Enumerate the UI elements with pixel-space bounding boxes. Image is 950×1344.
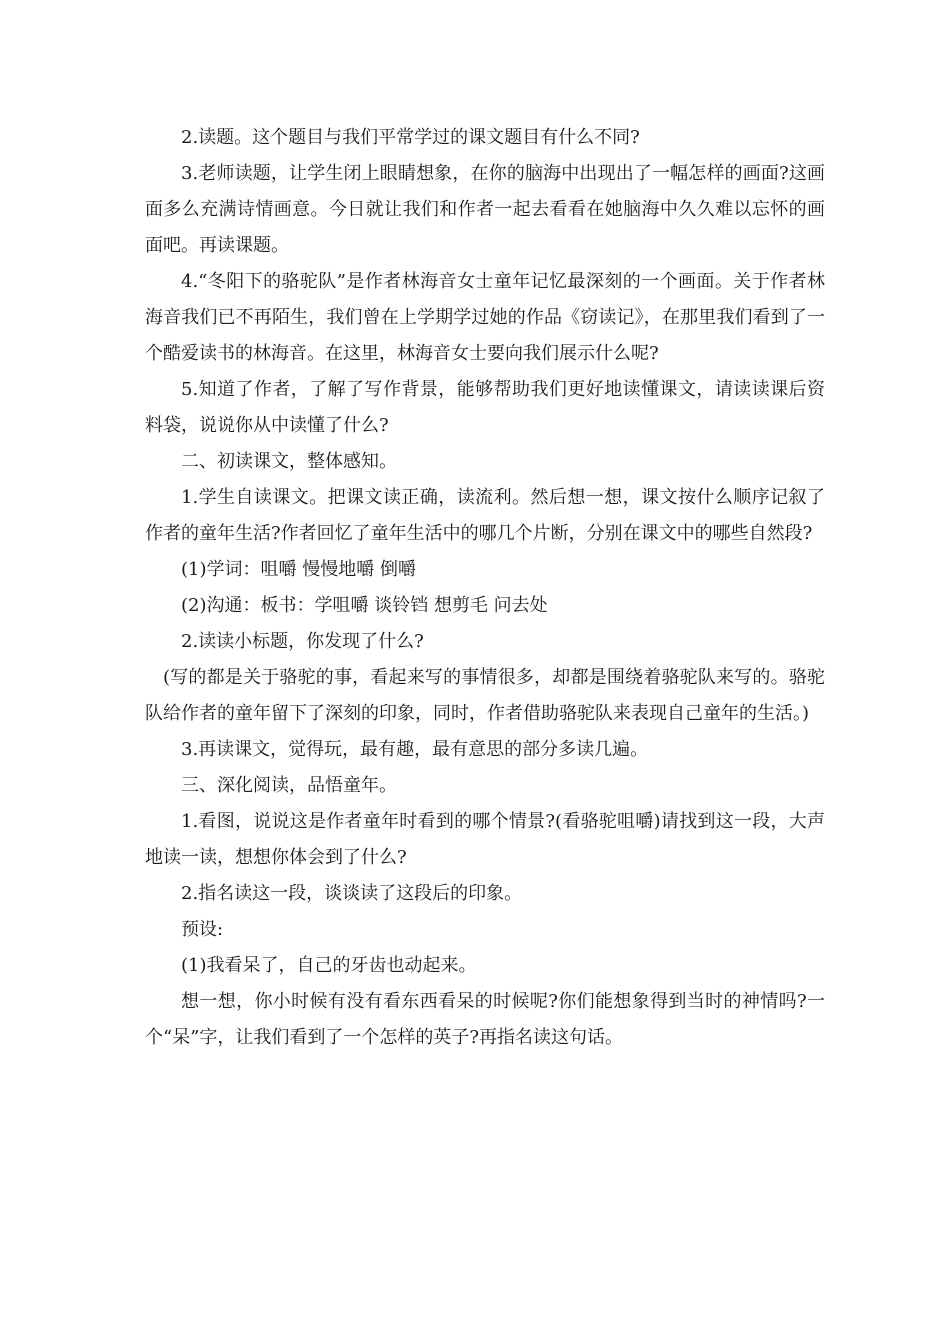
paragraph: 2.读题。这个题目与我们平常学过的课文题目有什么不同? <box>181 127 640 148</box>
paragraph: 预设: <box>181 919 224 940</box>
paragraph: 2.指名读这一段，谈谈读了这段后的印象。 <box>181 883 523 904</box>
paragraph: 1.学生自读课文。把课文读正确，读流利。然后想一想，课文按什么顺序记叙了作者的童年生活?作者回忆了童年生活中的哪几个片断，分别在课文中的哪些自然段? <box>145 487 825 544</box>
paragraph: (写的都是关于骆驼的事，看起来写的事情很多，却都是围绕着骆驼队来写的。骆驼队给作者的童年留下了深刻的印象，同时，作者借助骆驼队来表现自己童年的生活。) <box>145 667 825 724</box>
document-body <box>145 120 825 1056</box>
paragraph: 3.再读课文，觉得玩，最有趣，最有意思的部分多读几遍。 <box>181 739 649 760</box>
section-heading: 二、初读课文，整体感知。 <box>181 451 397 472</box>
paragraph: 4.“冬阳下的骆驼队”是作者林海音女士童年记忆最深刻的一个画面。关于作者林海音我们已不再陌生，我们曾在上学期学过她的作品《窃读记》，在那里我们看到了一个酷爱读书的林海音。在这里，林海音女士要向我们展示什么呢? <box>145 271 825 364</box>
list-item: (1)学词：咀嚼 慢慢地嚼 倒嚼 <box>181 559 416 580</box>
list-item: (1)我看呆了，自己的牙齿也动起来。 <box>181 955 477 976</box>
section-heading: 三、深化阅读，品悟童年。 <box>181 775 397 796</box>
paragraph: 想一想，你小时候有没有看东西看呆的时候呢?你们能想象得到当时的神情吗?一个“呆”字，让我们看到了一个怎样的英子?再指名读这句话。 <box>145 991 825 1048</box>
paragraph: 3.老师读题，让学生闭上眼睛想象，在你的脑海中出现出了一幅怎样的画面?这画面多么充满诗情画意。今日就让我们和作者一起去看看在她脑海中久久难以忘怀的画面吧。再读课题。 <box>145 163 825 256</box>
paragraph: 5.知道了作者，了解了写作背景，能够帮助我们更好地读懂课文，请读读课后资料袋，说说你从中读懂了什么? <box>145 379 825 436</box>
paragraph: 2.读读小标题，你发现了什么? <box>181 631 424 652</box>
paragraph: 1.看图，说说这是作者童年时看到的哪个情景?(看骆驼咀嚼)请找到这一段，大声地读一读，想想你体会到了什么? <box>145 811 825 868</box>
list-item: (2)沟通：板书：学咀嚼 谈铃铛 想剪毛 问去处 <box>181 595 548 616</box>
